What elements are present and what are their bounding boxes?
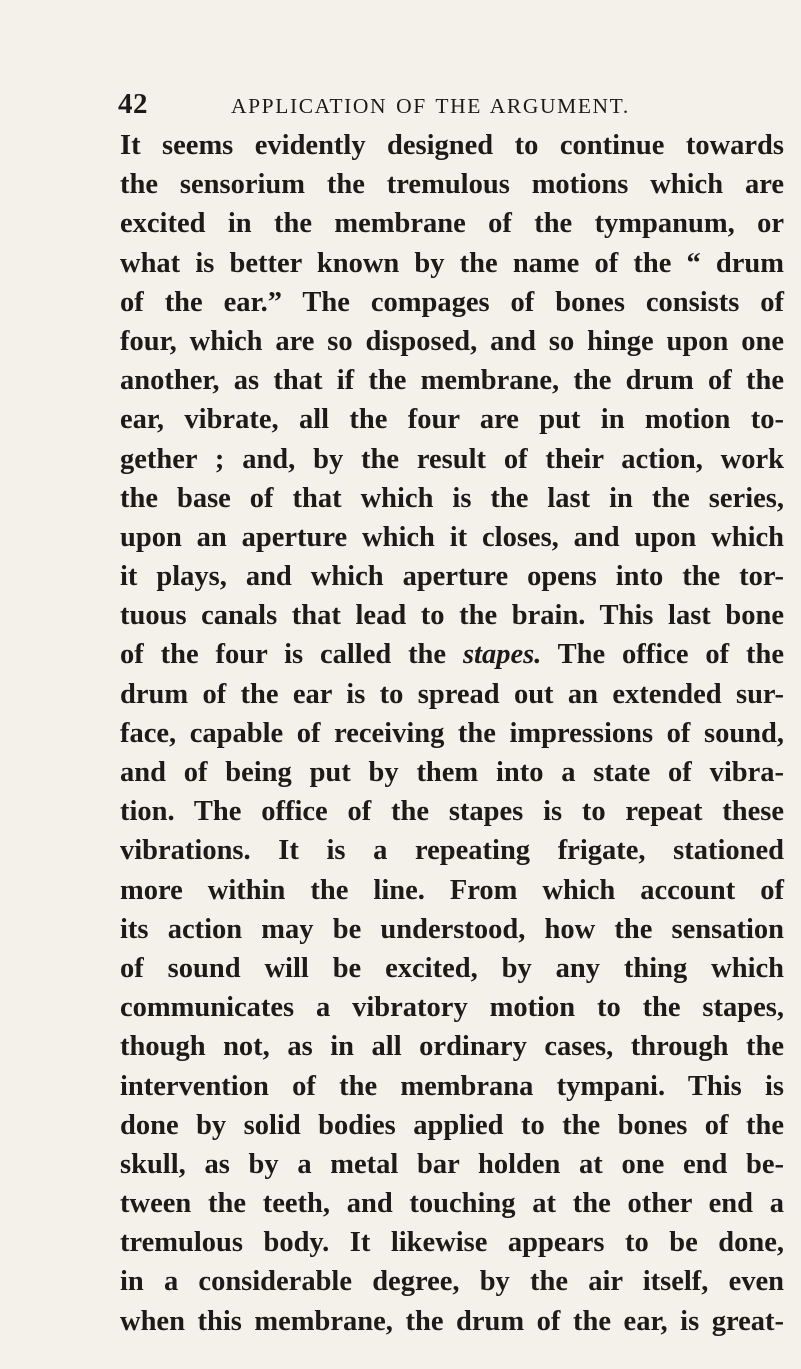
text-line: vibrations. It is a repeating frigate, stationed — [120, 835, 784, 867]
text-line: drum of the ear is to spread out an extended sur- — [120, 678, 784, 710]
text-segment: of the four is called the — [120, 639, 463, 671]
text-line: tuous canals that lead to the brain. This last bone — [120, 600, 784, 632]
running-title: APPLICATION OF THE ARGUMENT. — [231, 94, 630, 118]
text-line: it plays, and which aperture opens into the tor- — [120, 561, 784, 593]
text-line: skull, as by a metal bar holden at one end be- — [120, 1148, 784, 1180]
text-line: the sensorium the tremulous motions which are — [120, 169, 784, 201]
text-line: though not, as in all ordinary cases, through the — [120, 1031, 784, 1063]
text-line: done by solid bodies applied to the bones of the — [120, 1109, 784, 1141]
text-line: tween the teeth, and touching at the other end a — [120, 1188, 784, 1220]
text-line: It seems evidently designed to continue towards — [120, 130, 784, 161]
text-line: what is better known by the name of the “ drum — [120, 247, 784, 279]
text-line: the base of that which is the last in the series, — [120, 482, 784, 514]
italic-term-stapes: stapes. — [462, 639, 542, 671]
text-line: intervention of the membrana tympani. This is — [120, 1070, 784, 1102]
text-line: of sound will be excited, by any thing which — [120, 952, 784, 984]
text-line: excited in the membrane of the tympanum, or — [120, 208, 784, 240]
text-line: when this membrane, the drum of the ear, is great- — [120, 1305, 784, 1337]
text-line: of the ear.” The compages of bones consists of — [120, 286, 784, 318]
text-line: four, which are so disposed, and so hinge upon one — [120, 325, 784, 357]
text-line: its action may be understood, how the sensation — [120, 913, 784, 945]
text-line: communicates a vibratory motion to the stapes, — [120, 992, 784, 1024]
text-segment: The office of the — [541, 639, 784, 671]
text-line: tremulous body. It likewise appears to be done, — [120, 1227, 784, 1259]
text-line: gether ; and, by the result of their action, work — [120, 443, 784, 475]
body-text — [120, 126, 784, 1341]
text-line: ear, vibrate, all the four are put in motion to- — [120, 404, 784, 436]
page-number: 42 — [118, 88, 148, 120]
text-line-with-italic — [120, 635, 784, 674]
text-line: tion. The office of the stapes is to repeat these — [120, 796, 784, 828]
text-line: face, capable of receiving the impressions of sound, — [120, 717, 784, 749]
text-line: upon an aperture which it closes, and upon which — [120, 521, 784, 553]
text-line: and of being put by them into a state of vibra- — [120, 757, 784, 788]
text-line: another, as that if the membrane, the drum of the — [120, 365, 784, 397]
text-line: more within the line. From which account of — [120, 874, 784, 906]
text-line: in a considerable degree, by the air itself, even — [120, 1266, 784, 1298]
